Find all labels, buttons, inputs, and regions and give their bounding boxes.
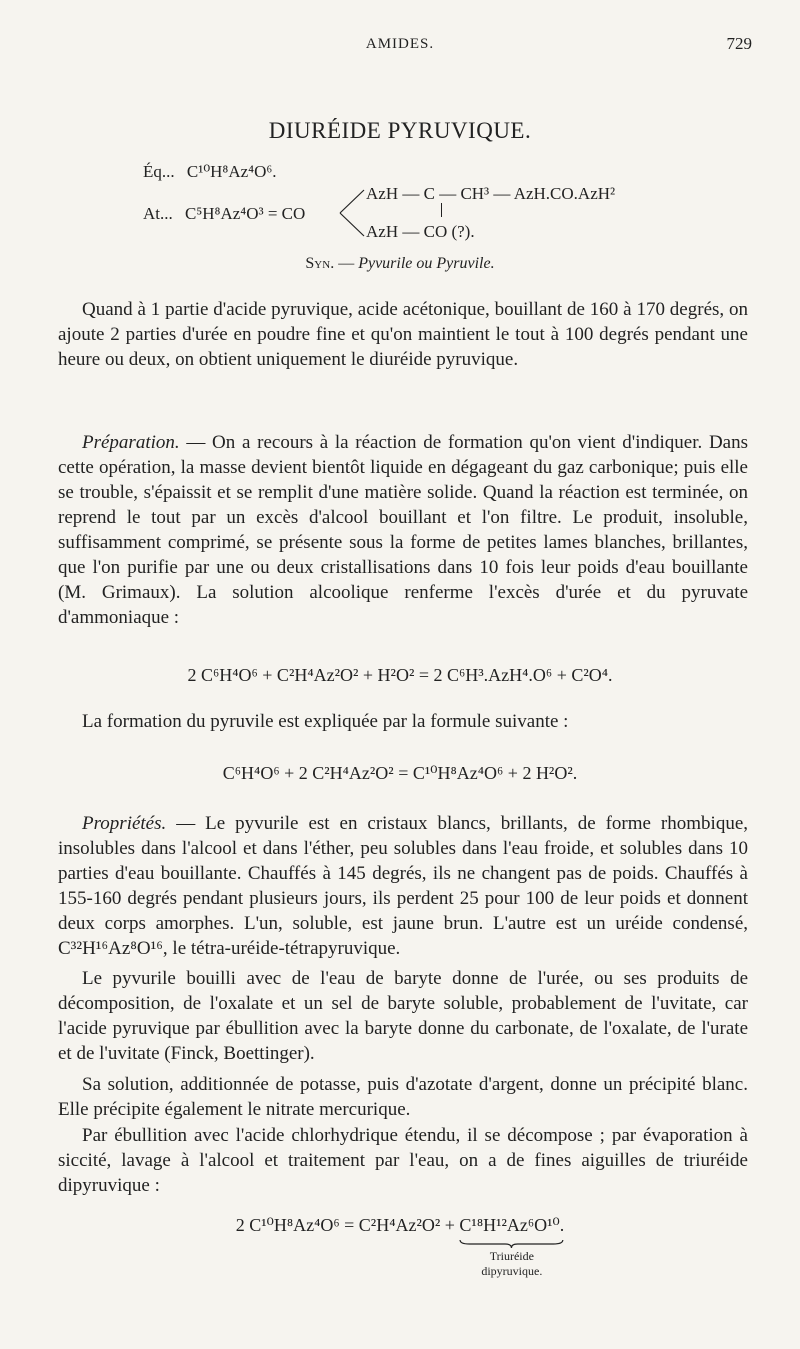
- baryte-paragraph: Le pyvurile bouilli avec de l'eau de baryte donne de l'urée, ou ses produits de décomposition, de l'oxalate et un sel de baryte soluble, probablement de l'uvitate, car l'acide pyruvique par ébullition avec la baryte donne du carbonate, de l'oxalate, de l'urate et de l'uvitate (Finck, Boettinger).: [58, 968, 748, 1064]
- eq-label: Éq...: [143, 162, 175, 181]
- equation-3-braced-term: [459, 1215, 565, 1278]
- properties-heading: Propriétés.: [82, 813, 167, 834]
- synonym-dash: —: [338, 255, 355, 272]
- equation-1: 2 C⁶H⁴O⁶ + C²H⁴Az²O² + H²O² = 2 C⁶H³.AzH⁴.O⁶ + C²O⁴.: [187, 665, 613, 685]
- running-title: AMIDES.: [365, 36, 435, 52]
- equation-3-right: C¹⁸H¹²Az⁶O¹⁰.: [459, 1215, 565, 1235]
- branch-top-formula: AzH — C — CH³ — AzH.CO.AzH²: [366, 184, 616, 203]
- underbrace-icon: [459, 1239, 564, 1249]
- preparation-text: — On a recours à la réaction de formation qu'on vient d'indiquer. Dans cette opération, la masse devient bientôt liquide en dégageant du gaz carbonique; puis elle se trouble, s'épaissit et se remplit d'une matière solide. Quand la réaction est terminée, on reprend le tout par un excès d'alcool bouillant et l'on filtre. Le produit, insoluble, suffisamment comprimé, se présente sous la forme de petites lames blanches, brillantes, que l'on purifie par une ou deux cristallisations dans 10 fois leur poids d'eau bouillante (M. Grimaux). La solution alcoolique renferme l'excès d'urée et du pyruvate d'ammoniaque :: [58, 432, 748, 628]
- synonym-line: [0, 255, 800, 273]
- potasse-paragraph: Sa solution, additionnée de potasse, puis d'azotate d'argent, donne un précipité blanc. Elle précipite également le nitrate mercurique.: [58, 1074, 748, 1120]
- properties-text: — Le pyvurile est en cristaux blancs, brillants, de forme rhombique, insolubles dans l'alcool et dans l'éther, peu solubles dans l'eau froide, et solubles dans 10 parties d'eau bouillante. Chauffés à 145 degrés, ils ne changent pas de poids. Chauffés à 155-160 degrés pendant plusieurs jours, ils perdent 25 pour 100 de leur poids et donnent deux corps amorphes. L'un, soluble, est jaune brun. L'autre est un uréide condensé, C³²H¹⁶Az⁸O¹⁶, le tétra-uréide-tétrapyruvique.: [58, 813, 748, 959]
- at-label: At...: [143, 204, 173, 223]
- at-formula: C⁵H⁸Az⁴O³ = CO: [185, 204, 306, 223]
- underbrace-label: Triuréide dipyruvique.: [481, 1249, 543, 1278]
- page-number: 729: [726, 34, 752, 53]
- synonym-text: Pyvurile ou Pyruvile.: [358, 255, 495, 272]
- intro-paragraph: Quand à 1 partie d'acide pyruvique, acide acétonique, bouillant de 160 à 170 degrés, on ajoute 2 parties d'urée en poudre fine et qu'on maintient le tout à 100 degrés pendant une heure ou deux, on obtient uniquement le diuréide pyruvique.: [58, 299, 748, 370]
- section-title: DIURÉIDE PYRUVIQUE.: [268, 118, 532, 143]
- eq-formula-line: [143, 162, 277, 182]
- preparation-heading: Préparation.: [82, 432, 180, 453]
- equation-3-left: 2 C¹⁰H⁸Az⁴O⁶ = C²H⁴Az²O² +: [235, 1215, 460, 1235]
- formation-paragraph: La formation du pyruvile est expliquée par la formule suivante :: [82, 711, 569, 732]
- eq-formula: C¹⁰H⁸Az⁴O⁶.: [186, 162, 277, 181]
- ebullition-paragraph: Par ébullition avec l'acide chlorhydrique étendu, il se décompose ; par évaporation à siccité, lavage à l'alcool et traitement par l'eau, on a de fines aiguilles de triuréide dipyruvique :: [58, 1125, 748, 1196]
- bond-vertical-line: [441, 203, 442, 217]
- properties-paragraph: [58, 811, 748, 961]
- preparation-paragraph: [58, 430, 748, 630]
- at-formula-line: [143, 204, 305, 224]
- bond-fork-icon: [338, 184, 368, 242]
- equation-3: [0, 1215, 800, 1278]
- synonym-label: Syn.: [305, 255, 335, 272]
- branch-bottom-formula: AzH — CO (?).: [366, 222, 475, 241]
- equation-2: C⁶H⁴O⁶ + 2 C²H⁴Az²O² = C¹⁰H⁸Az⁴O⁶ + 2 H²O².: [222, 763, 578, 783]
